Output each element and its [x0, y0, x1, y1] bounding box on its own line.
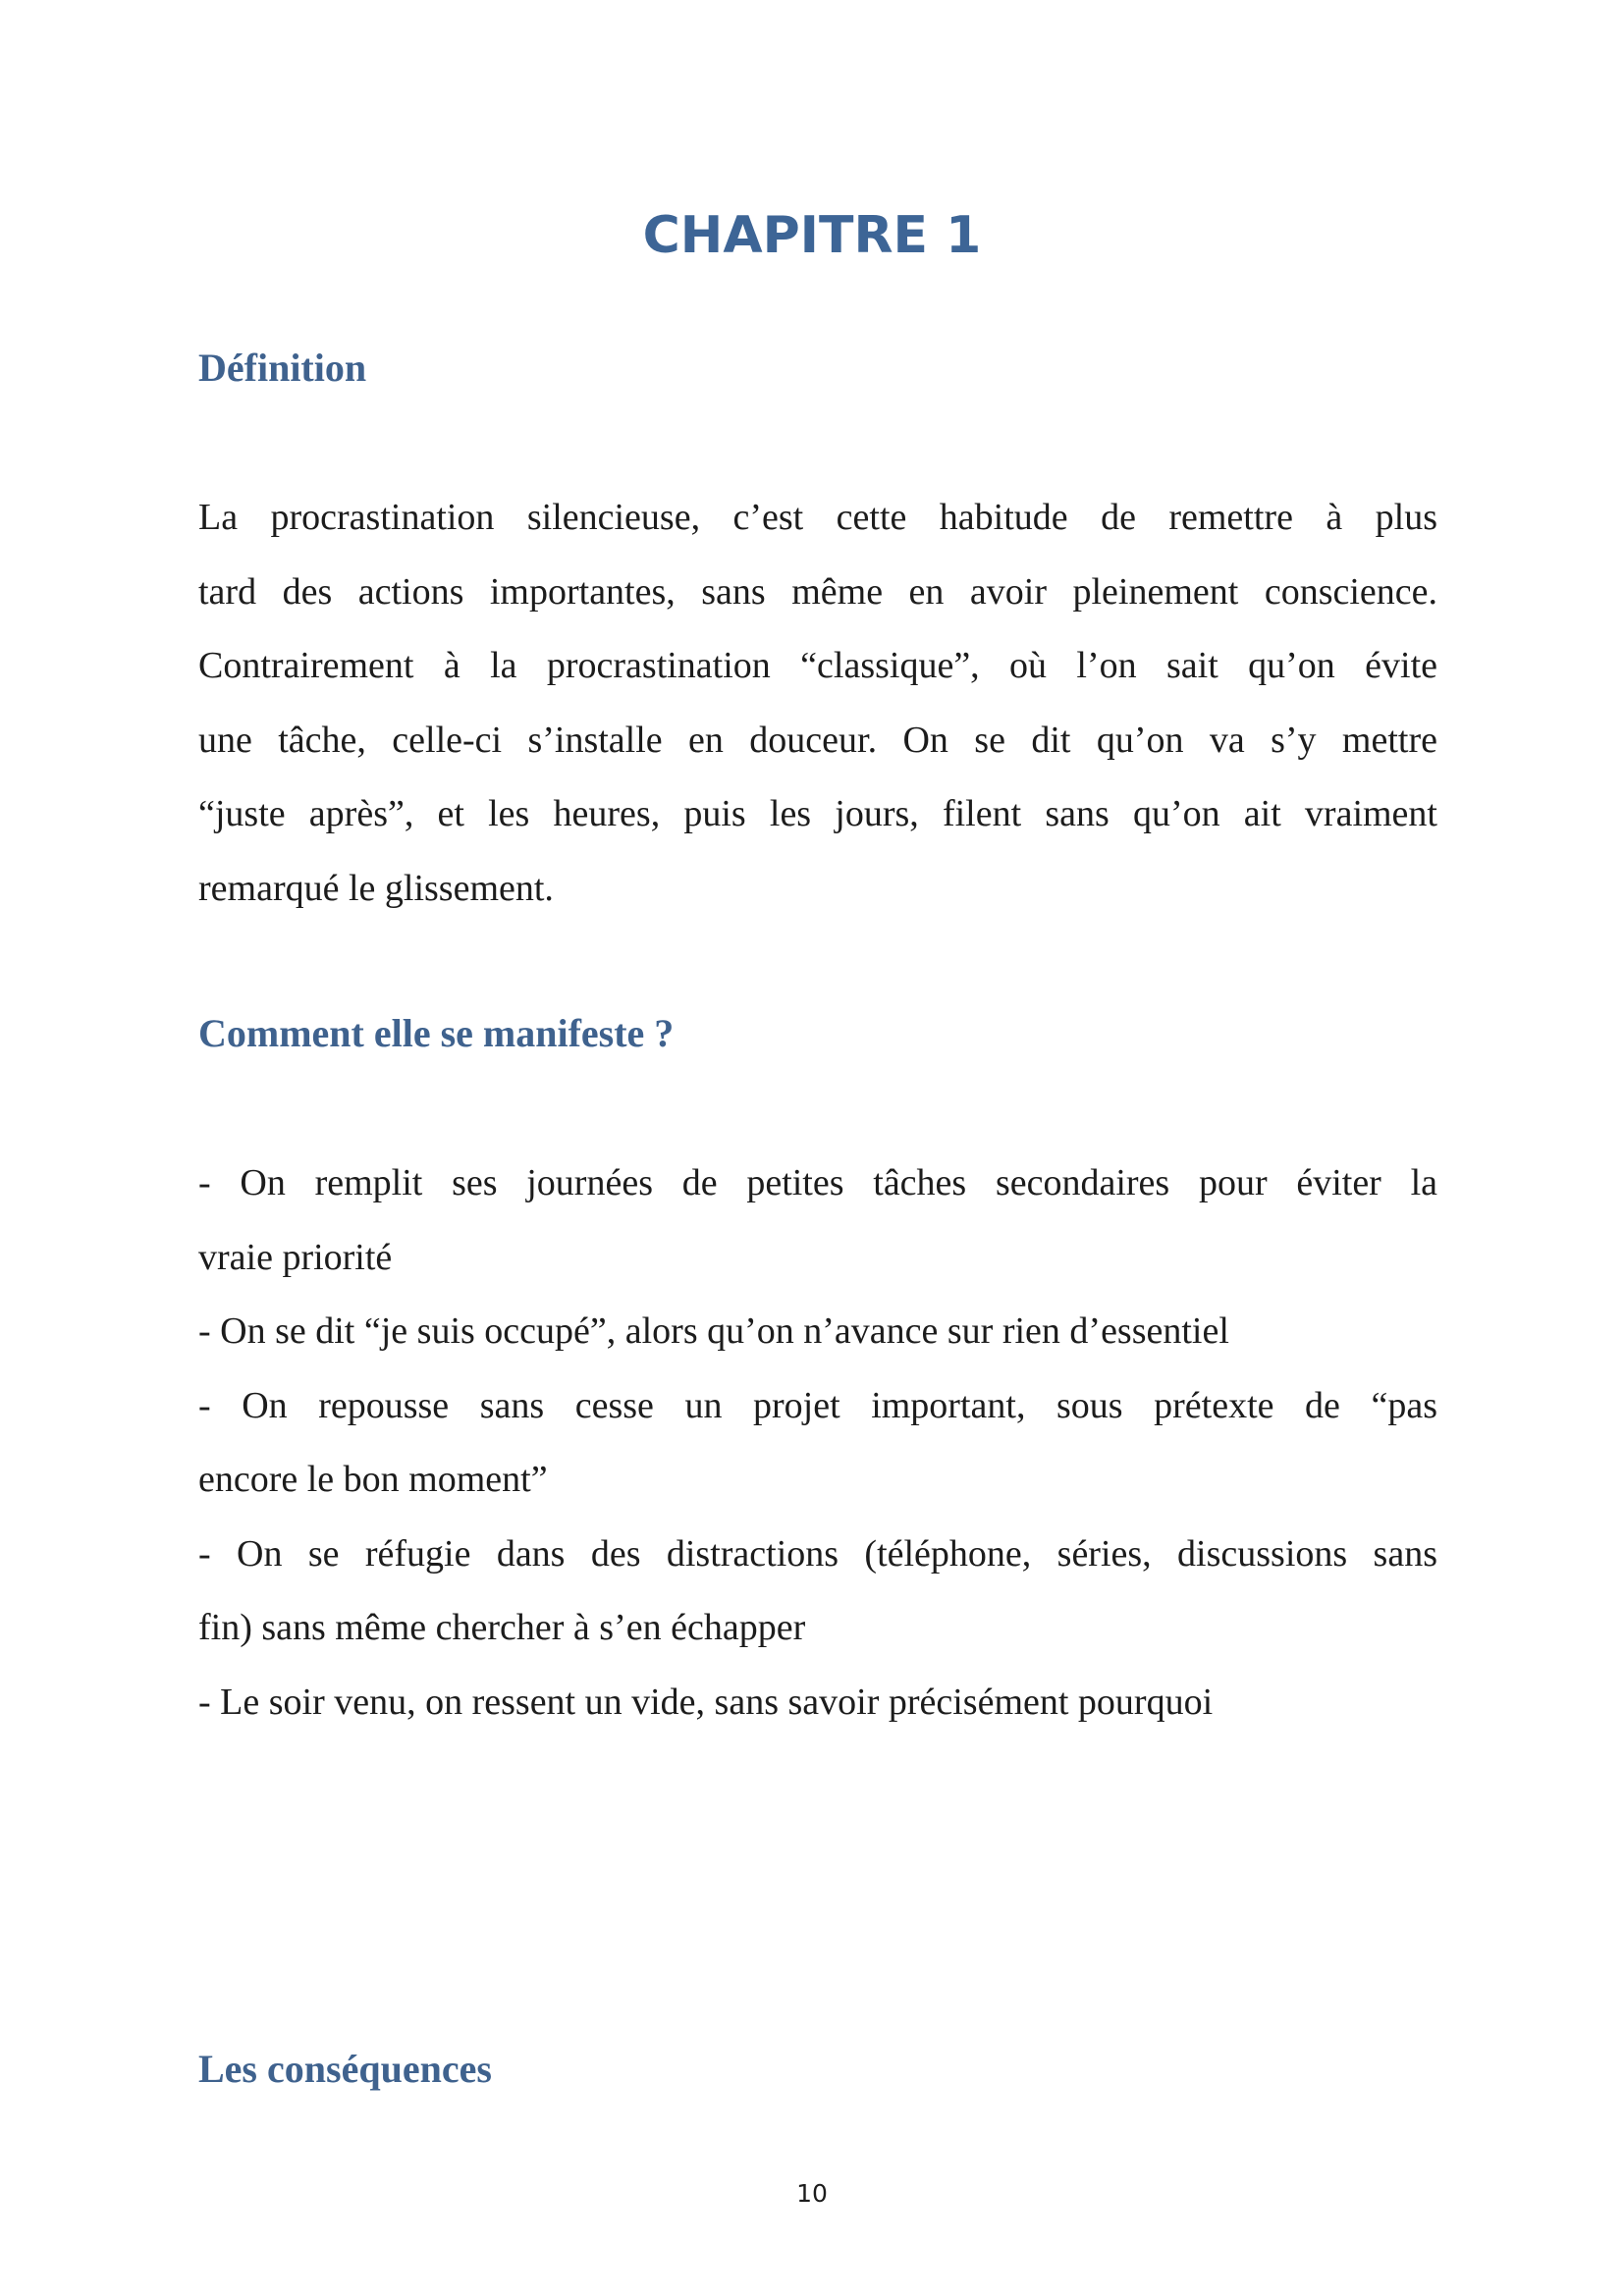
chapter-title: CHAPITRE 1: [642, 206, 982, 265]
paragraph-line: La procrastination silencieuse, c’est cette habitude de remettre à plus: [198, 497, 1437, 538]
paragraph-line: tard des actions importantes, sans même en avoir pleinement conscience.: [198, 570, 1437, 613]
list-item-line: - On remplit ses journées de petites tâches secondaires pour éviter la: [198, 1162, 1437, 1203]
list-item-line: encore le bon moment”: [198, 1459, 548, 1500]
list-item-line: - On se dit “je suis occupé”, alors qu’on n’avance sur rien d’essentiel: [198, 1310, 1229, 1352]
page-number: 10: [796, 2179, 828, 2208]
section-heading-definition: Définition: [198, 346, 367, 390]
section-heading-consequences: Les conséquences: [198, 2047, 492, 2091]
list-item-line: - On repousse sans cesse un projet important, sous prétexte de “pas: [198, 1384, 1437, 1426]
paragraph-line: “juste après”, et les heures, puis les jours, filent sans qu’on ait vraiment: [198, 793, 1437, 834]
manifestation-list: [198, 1147, 1437, 1739]
list-item-line: vraie priorité: [198, 1236, 393, 1278]
paragraph-line: Contrairement à la procrastination “classique”, où l’on sait qu’on évite: [198, 645, 1437, 686]
paragraph-line: remarqué le glissement.: [198, 867, 554, 909]
definition-paragraph: [198, 481, 1437, 926]
list-item-line: fin) sans même chercher à s’en échapper: [198, 1607, 806, 1648]
list-item-line: - On se réfugie dans des distractions (téléphone, séries, discussions sans: [198, 1532, 1437, 1575]
section-heading-manifestation: Comment elle se manifeste ?: [198, 1011, 675, 1055]
list-item-line: - Le soir venu, on ressent un vide, sans savoir précisément pourquoi: [198, 1681, 1214, 1723]
paragraph-line: une tâche, celle-ci s’installe en douceur. On se dit qu’on va s’y mettre: [198, 719, 1437, 761]
